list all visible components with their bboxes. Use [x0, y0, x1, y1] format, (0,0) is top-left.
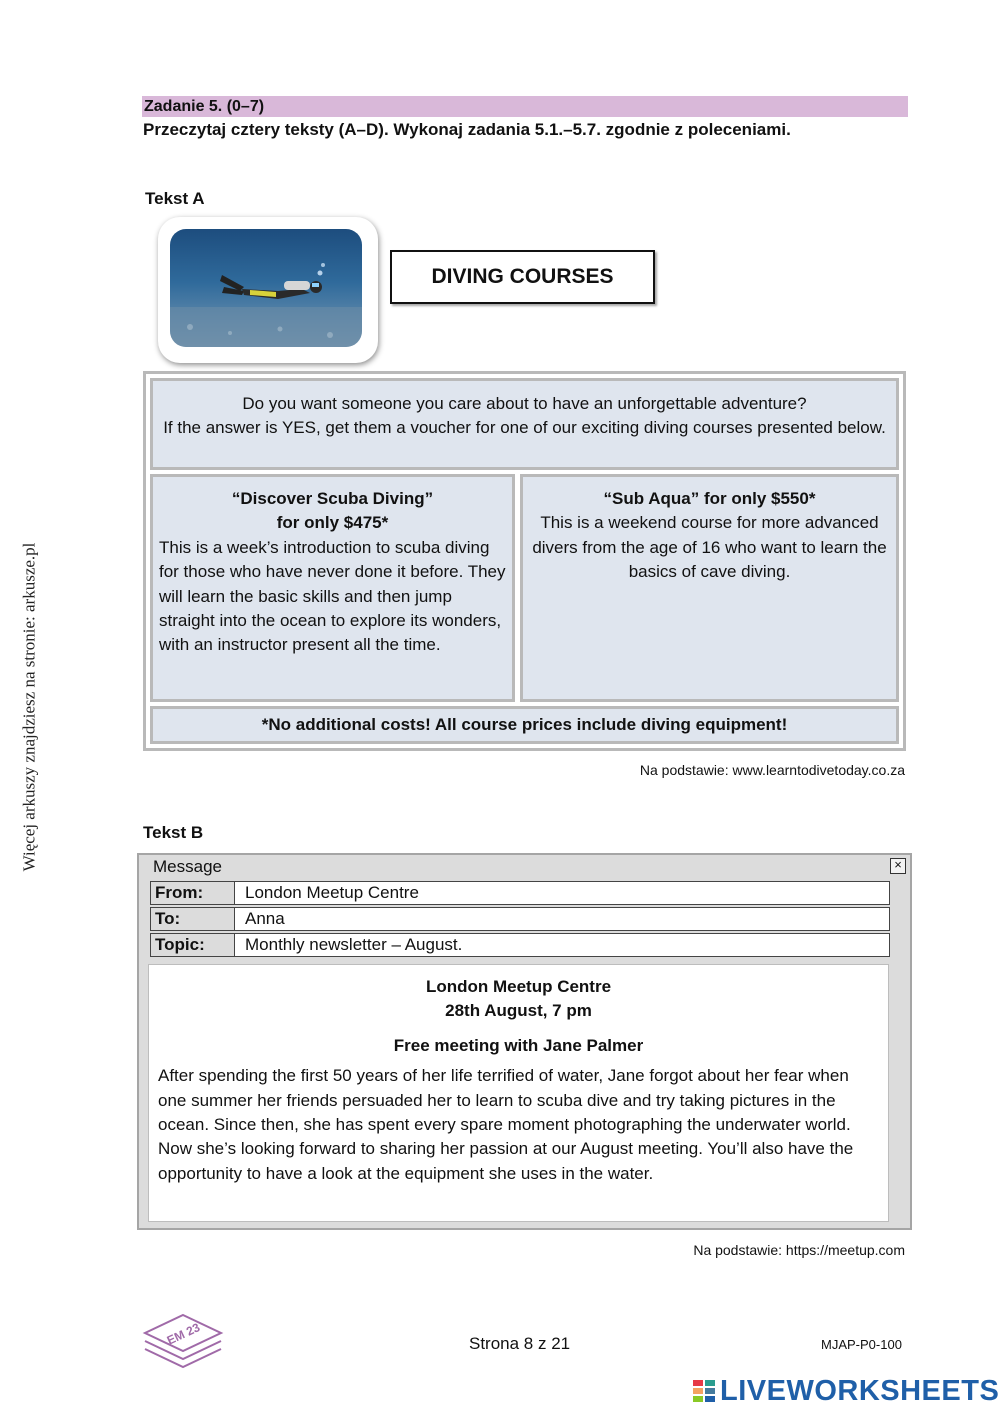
- message-window: [137, 853, 912, 1230]
- text-b-source: Na podstawie: https://meetup.com: [693, 1242, 905, 1258]
- page-number: Strona 8 z 21: [469, 1334, 571, 1353]
- message-body: [148, 964, 889, 1222]
- message-from-row: [150, 881, 890, 905]
- task-instruction: Przeczytaj cztery teksty (A–D). Wykonaj zadania 5.1.–5.7. zgodnie z poleceniami.: [143, 120, 791, 139]
- diver-photo-frame: [158, 217, 378, 363]
- course1-name: “Discover Scuba Diving”: [231, 489, 434, 508]
- liveworksheets-brand: LIVEWORKSHEETS: [720, 1374, 1000, 1407]
- course2-title: “Sub Aqua” for only $550*: [603, 489, 816, 508]
- liveworksheets-logo[interactable]: [692, 1375, 999, 1407]
- to-value: Anna: [245, 909, 285, 928]
- close-icon[interactable]: ×: [890, 858, 906, 874]
- courses-note: *No additional costs! All course prices include diving equipment!: [150, 706, 899, 744]
- task-header: Zadanie 5. (0–7): [142, 96, 908, 117]
- text-a-label: Tekst A: [145, 189, 205, 208]
- message-to-row: [150, 907, 890, 931]
- intro-line-2: If the answer is YES, get them a voucher for one of our exciting diving courses presented below.: [163, 418, 886, 438]
- message-topic-row: [150, 933, 890, 957]
- to-label: To:: [151, 908, 235, 930]
- diver-photo: [170, 229, 362, 347]
- topic-value: Monthly newsletter – August.: [245, 935, 463, 954]
- course-sub-aqua: [520, 474, 899, 702]
- intro-line-1: Do you want someone you care about to have an unforgettable adventure?: [242, 394, 807, 413]
- exam-logo-text: EM 23: [164, 1320, 203, 1348]
- text-a-source: Na podstawie: www.learntodivetoday.co.za: [639, 762, 905, 778]
- diver-illustration: [170, 229, 362, 347]
- text-b-label: Tekst B: [143, 823, 204, 842]
- message-heading-date: 28th August, 7 pm: [445, 1001, 592, 1021]
- course2-description: This is a weekend course for more advanced divers from the age of 16 who want to learn the basics of cave diving.: [532, 513, 887, 582]
- message-heading-meeting: Free meeting with Jane Palmer: [393, 1035, 644, 1055]
- exam-code: MJAP-P0-100: [821, 1337, 902, 1352]
- courses-panel: [143, 371, 906, 751]
- course-discover-scuba: [150, 474, 515, 702]
- courses-intro: [150, 378, 899, 470]
- topic-label: Topic:: [151, 934, 235, 956]
- from-label: From:: [151, 882, 235, 904]
- liveworksheets-icon: [692, 1378, 718, 1404]
- exam-logo-icon: [141, 1311, 225, 1371]
- message-heading-centre: London Meetup Centre: [425, 977, 612, 996]
- from-value: London Meetup Centre: [245, 883, 419, 902]
- message-window-title: Message: [153, 857, 222, 876]
- diving-courses-title: DIVING COURSES: [390, 250, 655, 304]
- side-note: [14, 512, 44, 902]
- side-note-text: Więcej arkuszy znajdziesz na stronie: arkusze.pl: [19, 542, 38, 872]
- course1-price: for only $475*: [276, 513, 389, 533]
- message-body-text: After spending the first 50 years of her life terrified of water, Jane forgot about her fear when one summer her friends persuaded her to learn to scuba dive and try taking pictures in the ocean. Since then, she has spent every spare moment photographing the underwater world. Now she’s looking forward to sharing her passion at our August meeting. You’ll also have the opportunity to have a look at the equipment she uses in the water.: [158, 1066, 854, 1183]
- course1-description: This is a week’s introduction to scuba diving for those who have never done it before. They will learn the basic skills and then jump straight into the ocean to explore its wonders, with an instructor present all the time.: [159, 537, 506, 655]
